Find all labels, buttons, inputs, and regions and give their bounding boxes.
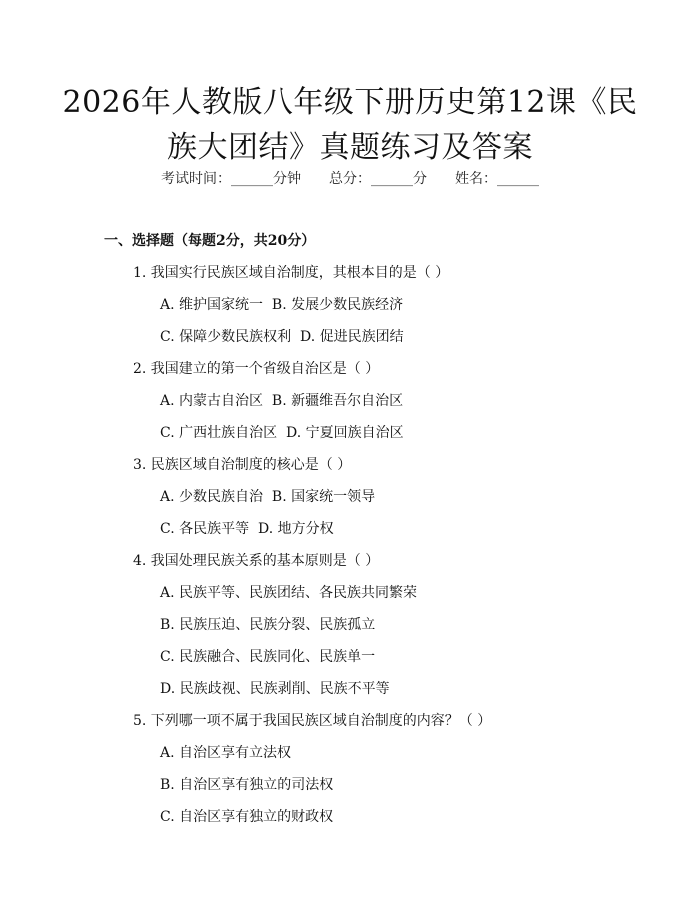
title-line-1: 2026年人教版八年级下册历史第12课《民: [62, 85, 638, 120]
question-5-option-b: B. 自治区享有独立的司法权: [160, 777, 334, 793]
question-1-options-row-1: A. 维护国家统一 B. 发展少数民族经济: [160, 297, 404, 313]
question-2: 2. 我国建立的第一个省级自治区是（ ）: [133, 361, 380, 377]
question-3-options-row-2: C. 各民族平等 D. 地方分权: [160, 521, 334, 537]
question-1-options-row-2: C. 保障少数民族权利 D. 促进民族团结: [160, 329, 404, 345]
question-4: 4. 我国处理民族关系的基本原则是（ ）: [133, 553, 380, 569]
question-1: 1. 我国实行民族区域自治制度，其根本目的是（ ）: [133, 265, 450, 281]
exam-time-label: 考试时间：______分钟: [161, 171, 301, 187]
question-3-options-row-1: A. 少数民族自治 B. 国家统一领导: [160, 489, 376, 505]
title-line-2: 族大团结》真题练习及答案: [167, 130, 533, 165]
question-5: 5. 下列哪一项不属于我国民族区域自治制度的内容？（ ）: [133, 713, 492, 729]
question-5-option-c: C. 自治区享有独立的财政权: [160, 809, 334, 825]
question-3: 3. 民族区域自治制度的核心是（ ）: [133, 457, 352, 473]
question-5-option-a: A. 自治区享有立法权: [160, 745, 292, 761]
question-2-options-row-2: C. 广西壮族自治区 D. 宁夏回族自治区: [160, 425, 404, 441]
section-title: 一、选择题（每题2分，共20分）: [104, 233, 316, 249]
page-title: [60, 80, 640, 170]
name-label: 姓名：______: [455, 171, 539, 187]
question-4-option-d: D. 民族歧视、民族剥削、民族不平等: [160, 681, 390, 697]
question-4-option-a: A. 民族平等、民族团结、各民族共同繁荣: [160, 585, 418, 601]
question-2-options-row-1: A. 内蒙古自治区 B. 新疆维吾尔自治区: [160, 393, 404, 409]
total-score-label: 总分：______分: [329, 171, 427, 187]
question-4-option-c: C. 民族融合、民族同化、民族单一: [160, 649, 376, 665]
exam-meta: [0, 168, 700, 188]
question-4-option-b: B. 民族压迫、民族分裂、民族孤立: [160, 617, 376, 633]
